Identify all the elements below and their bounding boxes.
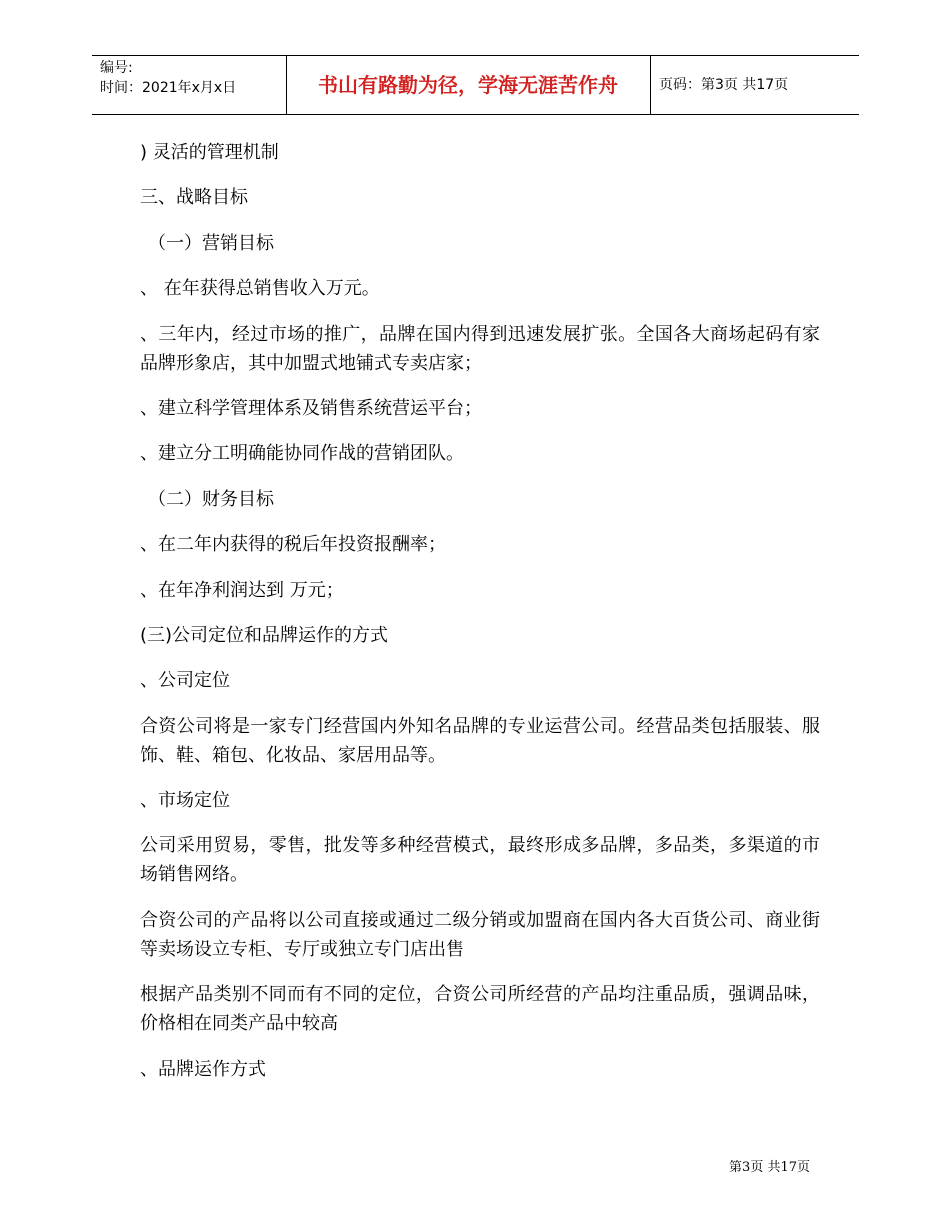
paragraph: 、市场定位 xyxy=(140,790,230,812)
document-number-label: 编号: xyxy=(100,60,133,76)
header-motto: 书山有路勤为径，学海无涯苦作舟 xyxy=(318,73,618,97)
document-time-label: 时间：2021年x月x日 xyxy=(100,80,237,96)
header-page-info: 页码：第3页 共17页 xyxy=(659,77,789,93)
paragraph: ) 灵活的管理机制 xyxy=(140,142,279,163)
page-header xyxy=(92,55,859,115)
paragraph: 公司采用贸易，零售，批发等多种经营模式，最终形成多品牌，多品类，多渠道的市场销售网络。 xyxy=(140,835,820,886)
paragraph: 、建立科学管理体系及销售系统营运平台； xyxy=(140,397,482,419)
subsection-heading: （一）营销目标 xyxy=(148,232,274,254)
header-divider xyxy=(650,56,651,114)
paragraph: 、建立分工明确能协同作战的营销团队。 xyxy=(140,443,464,465)
paragraph: 、品牌运作方式 xyxy=(140,1058,266,1080)
paragraph: 、 在年获得总销售收入万元。 xyxy=(140,278,380,300)
paragraph: 合资公司的产品将以公司直接或通过二级分销或加盟商在国内各大百货公司、商业街等卖场设立专柜、专厅或独立专门店出售 xyxy=(140,909,820,960)
paragraph: 、在二年内获得的税后年投资报酬率； xyxy=(140,534,446,556)
subsection-heading: (三)公司定位和品牌运作的方式 xyxy=(140,624,389,646)
subsection-heading: （二）财务目标 xyxy=(148,488,274,510)
paragraph: 、三年内，经过市场的推广，品牌在国内得到迅速发展扩张。全国各大商场起码有家品牌形象店，其中加盟式地铺式专卖店家； xyxy=(140,323,820,374)
header-meta xyxy=(100,58,286,98)
paragraph: 、在年净利润达到 万元； xyxy=(140,579,344,601)
paragraph: 、公司定位 xyxy=(140,670,230,692)
section-heading: 三、战略目标 xyxy=(140,187,248,209)
paragraph: 根据产品类别不同而有不同的定位，合资公司所经营的产品均注重品质，强调品味，价格相在同类产品中较高 xyxy=(140,984,820,1035)
page-footer: 第3页 共17页 xyxy=(729,1160,810,1175)
paragraph: 合资公司将是一家专门经营国内外知名品牌的专业运营公司。经营品类包括服装、服饰、鞋、箱包、化妆品、家居用品等。 xyxy=(140,715,820,766)
document-body xyxy=(140,138,820,1100)
